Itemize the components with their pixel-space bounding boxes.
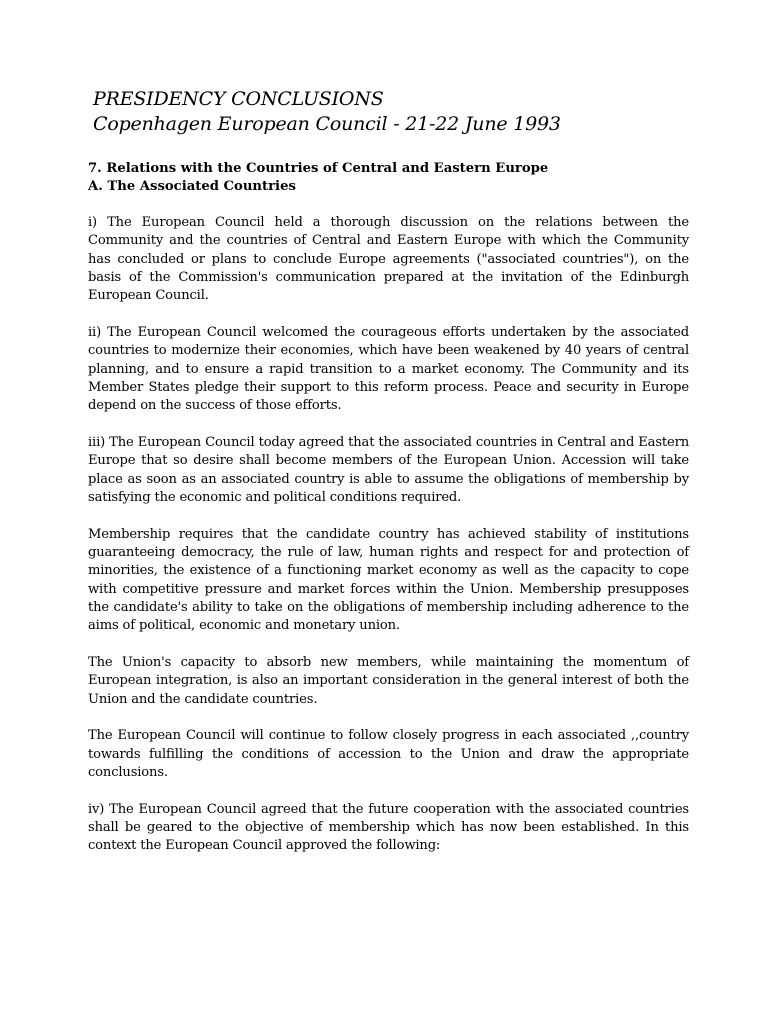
paragraph-i: i) The European Council held a thorough discussion on the relations between the Community and the countries of Central and Eastern Europe with which the Community has concluded or plans to conclude Europe agreements ("associated countries"), on the basis of the Commission's communication prepared at the invitation of the Edinburgh European Council. [88, 215, 689, 304]
section-heading [88, 160, 698, 196]
section-subtitle: A. The Associated Countries [88, 179, 296, 194]
title-line-1: PRESIDENCY CONCLUSIONS [93, 88, 384, 110]
section-title: 7. Relations with the Countries of Central and Eastern Europe [88, 161, 549, 176]
document-body [88, 214, 689, 874]
paragraph-membership-criteria: Membership requires that the candidate country has achieved stability of institutions guaranteeing democracy, the rule of law, human rights and respect for and protection of minorities, the existence of a functioning market economy as well as the capacity to cope with competitive pressure and market forces within the Union. Membership presupposes the candidate's ability to take on the obligations of membership including adherence to the aims of political, economic and monetary union. [88, 526, 689, 634]
paragraph-follow-progress: The European Council will continue to follow closely progress in each associated ,,country towards fulfilling the conditions of accession to the Union and draw the appropriate conclusions. [88, 728, 689, 780]
document-title [93, 87, 713, 137]
title-line-2: Copenhagen European Council - 21-22 June 1993 [93, 113, 561, 135]
paragraph-iv: iv) The European Council agreed that the future cooperation with the associated countries shall be geared to the objective of membership which has now been established. In this context the European Council approved the following: [88, 801, 689, 854]
paragraph-iii: iii) The European Council today agreed that the associated countries in Central and Eastern Europe that so desire shall become members of the European Union. Accession will take place as soon as an associated country is able to assume the obligations of membership by satisfying the economic and political conditions required. [88, 434, 689, 505]
paragraph-union-capacity: The Union's capacity to absorb new members, while maintaining the momentum of European integration, is also an important consideration in the general interest of both the Union and the candidate countries. [88, 654, 689, 707]
paragraph-ii: ii) The European Council welcomed the courageous efforts undertaken by the associated countries to modernize their economies, which have been weakened by 40 years of central planning, and to ensure a rapid transition to a market economy. The Community and its Member States pledge their support to this reform process. Peace and security in Europe depend on the success of those efforts. [88, 324, 689, 414]
